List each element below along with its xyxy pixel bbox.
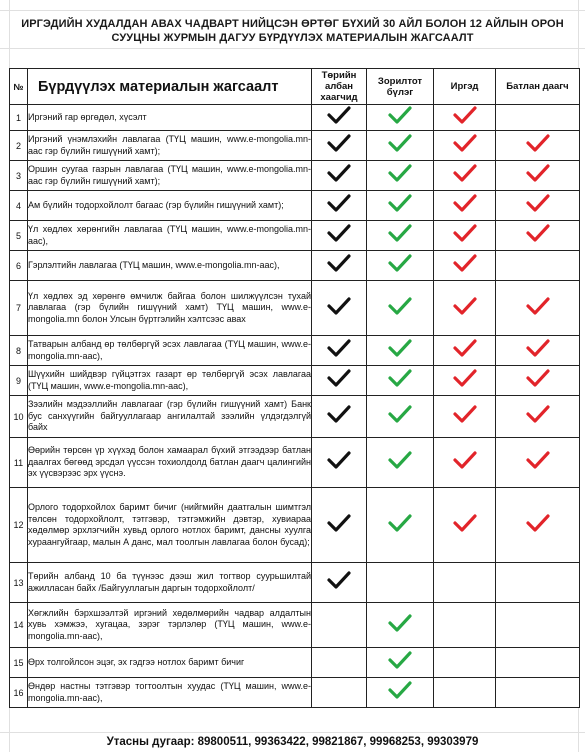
material-description: Өрх толгойлсон эцэг, эх гэдгээ нотлох баримт бичиг [28,648,312,678]
material-description: Ам бүлийн тодорхойлолт багаас (гэр бүлийн гишүүний хамт); [28,191,312,221]
document-title-line-2: СУУЦНЫ ЖУРМЫН ДАГУУ БҮРДҮҮЛЭХ МАТЕРИАЛЫН ЖАГСААЛТ [111,32,474,44]
row-number: 15 [10,648,28,678]
checkmark-icon [326,296,352,316]
header-government-employees: Төрийн албан хаагчид [312,69,367,105]
mark-cell-guarantor [496,603,580,648]
checkmark-icon [326,368,352,388]
phone-numbers-footer: Утасны дугаар: 89800511, 99363422, 99821867, 99968253, 99303979 [106,736,479,748]
row-number: 5 [10,221,28,251]
table-row [10,396,580,438]
header-number: № [10,69,28,105]
checkmark-icon [452,513,478,533]
mark-cell-citizen [434,221,496,251]
checkmark-icon [525,223,551,243]
mark-cell-gov [312,438,367,488]
checkmark-icon [525,368,551,388]
mark-cell-guarantor [496,396,580,438]
table-row [10,678,580,708]
material-description: Гэрлэлтийн лавлагаа (ТҮЦ машин, www.e-mongolia.mn-аас), [28,251,312,281]
checkmark-icon [387,133,413,153]
table-row [10,488,580,563]
mark-cell-target [367,105,434,131]
mark-cell-guarantor [496,336,580,366]
row-number: 14 [10,603,28,648]
material-description: Өөрийн төрсөн үр хүүхэд болон хамаарал бүхий этгээдээр батлан даалгах бөгөөд эрсдэл үүссэн тохиолдолд батлан даагч цалингийн эх үүсвэрээс эрх үүснэ. [28,438,312,488]
table-row [10,438,580,488]
checkmark-icon [452,368,478,388]
mark-cell-target [367,161,434,191]
mark-cell-target [367,648,434,678]
row-number: 2 [10,131,28,161]
material-description: Үл хөдлөх эд хөрөнгө өмчилж байгаа болон шилжүүлсэн тухай лавлагаа (гэр бүлийн гишүүний хамт) ТҮЦ машин, www.e-mongolia.mn болон Улсын бүртгэлийн хэлтсээс авах [28,281,312,336]
material-description: Төрийн албанд 10 ба түүнээс дээш жил тогтвор суурьшилтай ажилласан байх /Байгууллагын даргын тодорхойлолт/ [28,563,312,603]
checkmark-icon [387,193,413,213]
table-row [10,191,580,221]
header-guarantor: Батлан даагч [496,69,580,105]
mark-cell-citizen [434,438,496,488]
mark-cell-target [367,396,434,438]
mark-cell-target [367,563,434,603]
checkmark-icon [387,450,413,470]
checkmark-icon [525,193,551,213]
mark-cell-target [367,251,434,281]
table-row [10,648,580,678]
mark-cell-guarantor [496,488,580,563]
mark-cell-gov [312,336,367,366]
mark-cell-citizen [434,161,496,191]
checkmark-icon [326,404,352,424]
mark-cell-target [367,603,434,648]
mark-cell-citizen [434,105,496,131]
mark-cell-target [367,438,434,488]
mark-cell-guarantor [496,366,580,396]
checkmark-icon [387,404,413,424]
mark-cell-gov [312,563,367,603]
table-row [10,131,580,161]
mark-cell-gov [312,396,367,438]
checkmark-icon [326,338,352,358]
mark-cell-target [367,488,434,563]
mark-cell-guarantor [496,648,580,678]
header-citizens: Иргэд [434,69,496,105]
checkmark-icon [525,513,551,533]
mark-cell-target [367,131,434,161]
checkmark-icon [387,368,413,388]
mark-cell-target [367,336,434,366]
row-number: 8 [10,336,28,366]
mark-cell-citizen [434,251,496,281]
material-description: Өндөр настны тэтгэвэр тогтоолтын хуудас (ТҮЦ машин, www.e-mongolia.mn-аас), [28,678,312,708]
mark-cell-guarantor [496,191,580,221]
table-row [10,336,580,366]
checkmark-icon [525,163,551,183]
table-row [10,221,580,251]
table-row [10,563,580,603]
mark-cell-citizen [434,336,496,366]
mark-cell-target [367,366,434,396]
material-description: Орлого тодорхойлох баримт бичиг (нийгмийн даатгалын шимтгэл төлсөн тодорхойлолт, тэтгэвэр, тэтгэмжийн дэвтэр, хувиараа хөдөлмөр эрхлэгчийн хувьд орлого нотлох баримт, дансны хуулга хураангуйгаар, малын А данс, мал тоолгын лавлагаа болон бусад); [28,488,312,563]
table-row [10,366,580,396]
row-number: 7 [10,281,28,336]
mark-cell-guarantor [496,161,580,191]
material-description: Иргэний үнэмлэхийн лавлагаа (ТҮЦ машин, www.e-mongolia.mn-аас гэр бүлийн гишүүний хамт); [28,131,312,161]
checkmark-icon [452,450,478,470]
checkmark-icon [387,650,413,670]
checkmark-icon [326,570,352,590]
row-number: 10 [10,396,28,438]
mark-cell-gov [312,251,367,281]
checkmark-icon [452,338,478,358]
row-number: 13 [10,563,28,603]
checkmark-icon [326,163,352,183]
header-material-list: Бүрдүүлэх материалын жагсаалт [28,69,312,105]
table-row [10,105,580,131]
checkmark-icon [452,253,478,273]
checkmark-icon [387,105,413,125]
mark-cell-gov [312,281,367,336]
row-number: 12 [10,488,28,563]
row-number: 11 [10,438,28,488]
header-row [10,69,580,105]
checkmark-icon [452,105,478,125]
header-target-group: Зорилтот бүлэг [367,69,434,105]
checkmark-icon [525,404,551,424]
mark-cell-gov [312,221,367,251]
mark-cell-target [367,221,434,251]
checkmark-icon [452,223,478,243]
checkmark-icon [387,296,413,316]
mark-cell-citizen [434,281,496,336]
material-description: Татварын албанд өр төлбөргүй эсэх лавлагаа (ТҮЦ машин, www.e-mongolia.mn-аас), [28,336,312,366]
checkmark-icon [387,163,413,183]
materials-table [9,68,580,708]
mark-cell-guarantor [496,221,580,251]
checkmark-icon [525,450,551,470]
mark-cell-guarantor [496,105,580,131]
mark-cell-citizen [434,603,496,648]
grid-line [0,732,585,733]
checkmark-icon [326,193,352,213]
checkmark-icon [326,513,352,533]
mark-cell-gov [312,131,367,161]
row-number: 16 [10,678,28,708]
mark-cell-gov [312,603,367,648]
mark-cell-gov [312,678,367,708]
checkmark-icon [326,133,352,153]
checkmark-icon [387,613,413,633]
checkmark-icon [326,105,352,125]
checkmark-icon [387,680,413,700]
row-number: 9 [10,366,28,396]
mark-cell-guarantor [496,678,580,708]
checkmark-icon [525,296,551,316]
row-number: 1 [10,105,28,131]
mark-cell-guarantor [496,563,580,603]
table-body [10,105,580,708]
mark-cell-gov [312,105,367,131]
material-description: Үл хөдлөх хөрөнгийн лавлагаа (ТҮЦ машин, www.e-mongolia.mn-аас), [28,221,312,251]
checkmark-icon [387,253,413,273]
table-row [10,161,580,191]
mark-cell-guarantor [496,131,580,161]
row-number: 3 [10,161,28,191]
checkmark-icon [452,163,478,183]
mark-cell-gov [312,191,367,221]
checkmark-icon [387,338,413,358]
checkmark-icon [326,450,352,470]
mark-cell-citizen [434,396,496,438]
checkmark-icon [326,253,352,273]
mark-cell-citizen [434,563,496,603]
checkmark-icon [452,404,478,424]
mark-cell-target [367,678,434,708]
row-number: 6 [10,251,28,281]
mark-cell-gov [312,366,367,396]
mark-cell-citizen [434,678,496,708]
table-row [10,281,580,336]
table-row [10,603,580,648]
mark-cell-target [367,281,434,336]
checkmark-icon [525,133,551,153]
mark-cell-target [367,191,434,221]
mark-cell-citizen [434,191,496,221]
mark-cell-citizen [434,488,496,563]
mark-cell-guarantor [496,281,580,336]
checkmark-icon [387,223,413,243]
mark-cell-gov [312,488,367,563]
checkmark-icon [387,513,413,533]
mark-cell-guarantor [496,251,580,281]
checkmark-icon [525,338,551,358]
mark-cell-gov [312,648,367,678]
checkmark-icon [452,133,478,153]
mark-cell-guarantor [496,438,580,488]
material-description: Хөгжлийн бэрхшээлтэй иргэний хөдөлмөрийн чадвар алдалтын хувь хэмжээ, хугацаа, зэрэг тэрлэлөр (ТҮЦ машин, www.e-mongolia.mn-аас), [28,603,312,648]
material-description: Оршин суугаа газрын лавлагаа (ТҮЦ машин, www.e-mongolia.mn-аас гэр бүлийн гишүүний хамт); [28,161,312,191]
grid-line [0,10,585,11]
material-description: Иргэний гар өргөдөл, хүсэлт [28,105,312,131]
mark-cell-citizen [434,366,496,396]
document-title-line-1: ИРГЭДИЙН ХУДАЛДАН АВАХ ЧАДВАРТ НИЙЦСЭН ӨРТӨГ БҮХИЙ 30 АЙЛ БОЛОН 12 АЙЛЫН ОРОН [21,18,564,30]
mark-cell-citizen [434,648,496,678]
grid-line [0,48,585,49]
table-row [10,251,580,281]
material-description: Шүүхийн шийдвэр гүйцэтгэх газарт өр төлбөргүй эсэх лавлагаа (ТҮЦ машин, www.e-mongolia.mn-аас), [28,366,312,396]
checkmark-icon [452,193,478,213]
mark-cell-gov [312,161,367,191]
checkmark-icon [452,296,478,316]
row-number: 4 [10,191,28,221]
mark-cell-citizen [434,131,496,161]
material-description: Зээлийн мэдээллийн лавлагааг (гэр бүлийн гишүүний хамт) Банк бус санхүүгийн байгууллагаар ангилалтай зээлийн үлдэгдэлгүй байх [28,396,312,438]
checkmark-icon [326,223,352,243]
